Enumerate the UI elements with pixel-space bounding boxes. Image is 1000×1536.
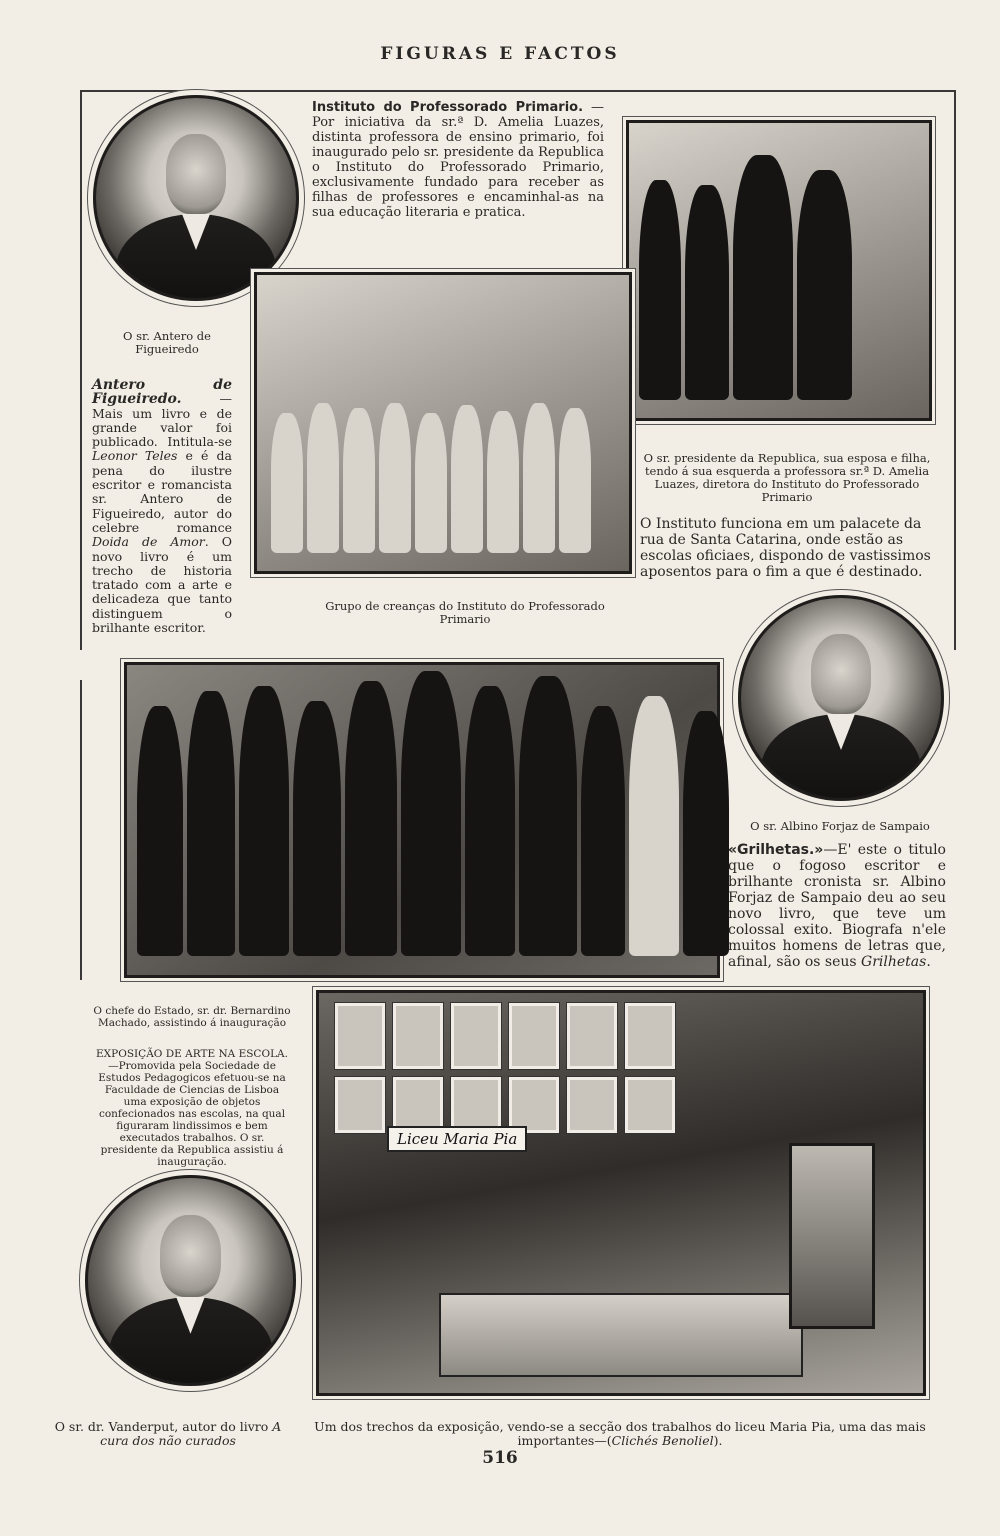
exhibit-photo-credit: Clichés Benoliel (611, 1433, 714, 1448)
president-photo-people (639, 155, 852, 400)
liceu-maria-pia-sign: Liceu Maria Pia (387, 1126, 527, 1152)
albino-body-1: —E' este o titulo que o fogoso escritor e brilhante cronista sr. Albino Forjaz de Sampaio deu ao seu novo livro, que teve um colossal exito. Biografa n'ele muitos homens de letras que, afinal, são os seus (728, 842, 946, 970)
portrait-head (811, 634, 871, 714)
vanderput-portrait (85, 1175, 296, 1386)
vanderput-caption (48, 1420, 288, 1448)
antero-body-3: . O novo livro é um trecho de historia tratado com a arte e delicadeza que tanto distinguem o brilhante escritor. (92, 534, 232, 636)
chefe-photo-crowd (137, 671, 729, 956)
decorative-frame-right (954, 90, 956, 650)
exposicao-body: —Promovida pela Sociedade de Estudos Pedagogicos efetuou-se na Faculdade de Ciencias de Lisboa uma exposição de objetos confecionados nas escolas, na qual figuraram lindissimos e bem executados trabalhos. O sr. presidente da Republica assistiu á inauguração. (98, 1060, 286, 1168)
antero-portrait (93, 95, 299, 301)
exhibit-display-table (439, 1293, 803, 1377)
exhibit-photo (316, 990, 926, 1396)
antero-caption: O sr. Antero de Figueiredo (123, 329, 211, 356)
portrait-head (160, 1215, 222, 1297)
page-number: 516 (482, 1448, 518, 1468)
group-photo-children (271, 403, 611, 553)
decorative-frame-top (80, 90, 956, 92)
instituto-body: — Por iniciativa da sr.ª D. Amelia Luazes, distinta professora de ensino primario, foi inaugurado pelo sr. presidente da Republica o Instituto do Professorado Primario, exclusivamente fundado para receber as filhas de professores e encaminhal-as na sua educação literaria e pratica. (312, 100, 604, 220)
vanderput-book-title: A cura dos não curados (100, 1419, 282, 1448)
group-photo-caption: Grupo de creanças do Instituto do Professorado Primario (325, 599, 605, 626)
antero-article (92, 378, 232, 635)
exposicao-heading: EXPOSIÇÃO DE ARTE NA ESCOLA. (96, 1048, 288, 1060)
exhibit-photo-caption (305, 1420, 935, 1448)
albino-caption: O sr. Albino Forjaz de Sampaio (750, 819, 930, 833)
exhibit-caption-end: ). (713, 1433, 723, 1448)
instituto-funciona-text: O Instituto funciona em um palacete da rua de Santa Catarina, onde estão as escolas oficiaes, dispondo de vastissimos aposentos para o fim a que é destinado. (640, 516, 931, 580)
albino-article (728, 842, 946, 970)
albino-heading: «Grilhetas.» (728, 842, 824, 858)
portrait-head (166, 134, 226, 214)
albino-book-title: Grilhetas (861, 954, 927, 970)
antero-heading: Antero de Figueiredo. (92, 377, 232, 408)
exposicao-article (92, 1048, 292, 1168)
group-photo (254, 272, 632, 574)
chefe-photo (124, 662, 720, 978)
exhibit-wall-frames (335, 1003, 675, 1133)
vanderput-caption-text: O sr. dr. Vanderput, autor do livro (54, 1419, 273, 1434)
president-photo (626, 120, 932, 421)
instituto-article (312, 100, 604, 220)
antero-book-title-1: Leonor Teles (92, 448, 178, 464)
antero-body-1: — Mais um livro e de grande valor foi publicado. Intitula-se (92, 391, 232, 450)
exhibit-caption-text: Um dos trechos da exposição, vendo-se a secção dos trabalhos do liceu Maria Pia, uma das mais importantes—( (314, 1419, 926, 1448)
decorative-frame-left-lower (80, 680, 82, 980)
chefe-photo-caption: O chefe do Estado, sr. dr. Bernardino Machado, assistindo á inauguração (93, 1005, 291, 1029)
albino-portrait (738, 595, 944, 801)
albino-body-2: . (926, 954, 931, 970)
exhibit-display-cabinet (789, 1143, 875, 1329)
instituto-heading: Instituto do Professorado Primario. (312, 100, 584, 115)
president-photo-caption: O sr. presidente da Republica, sua esposa e filha, tendo á sua esquerda a professora sr.ª D. Amelia Luazes, diretora do Instituto do Professorado Primario (643, 451, 931, 504)
antero-body-2: e é da pena do ilustre escritor e romancista sr. Antero de Figueiredo, autor do celebre romance (92, 448, 232, 535)
antero-book-title-2: Doida de Amor (92, 534, 205, 550)
page-header: FIGURAS E FACTOS (380, 44, 620, 64)
decorative-frame-left (80, 90, 82, 650)
